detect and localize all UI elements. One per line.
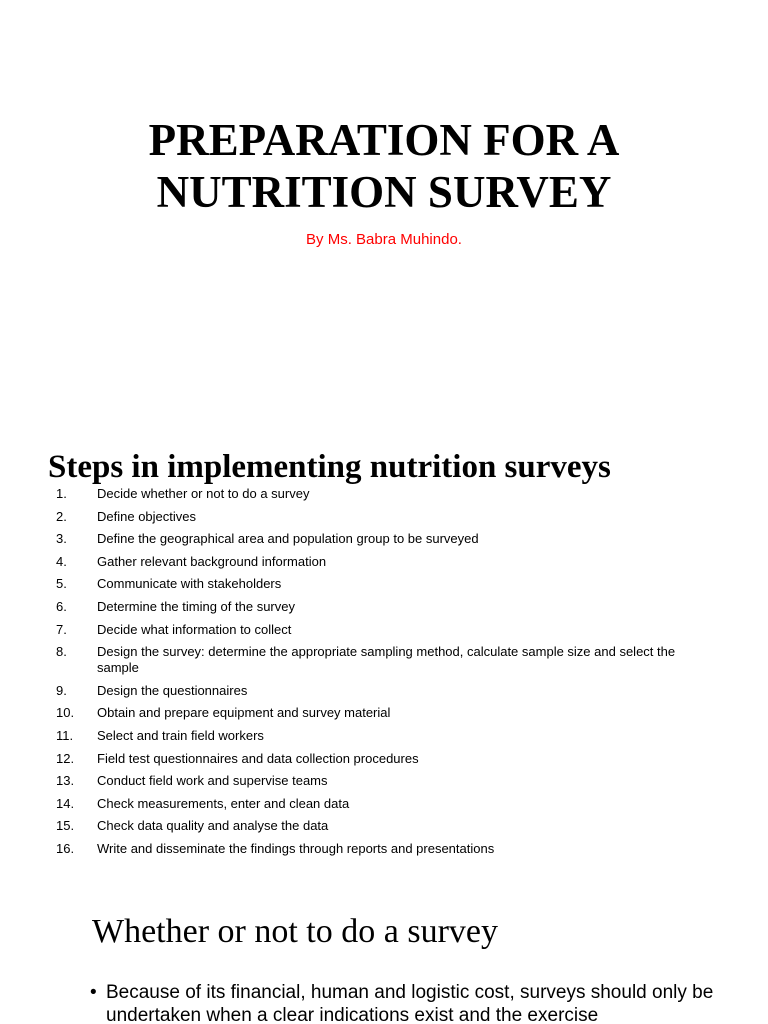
list-item [56,486,716,502]
list-item [56,554,716,570]
step-number: 2. [56,508,67,524]
step-number: 6. [56,598,67,614]
step-number: 3. [56,531,67,547]
step-number: 14. [56,795,75,811]
title-line-2: NUTRITION SURVEY [156,167,612,217]
step-text: Check data quality and analyse the data [97,818,329,834]
list-item [56,773,716,789]
list-item [90,981,730,1024]
author-subtitle: By Ms. Babra Muhindo. [306,231,462,248]
list-item [56,599,716,615]
step-text: Write and disseminate the findings through reports and presentations [97,840,495,856]
step-number: 7. [56,621,67,637]
bullet-list [90,981,730,1024]
step-text: Communicate with stakeholders [97,576,282,592]
list-item [56,841,716,857]
step-number: 4. [56,553,67,569]
step-text: Gather relevant background information [97,553,327,569]
steps-heading: Steps in implementing nutrition surveys [48,449,611,485]
step-number: 9. [56,682,67,698]
list-item [56,644,716,676]
list-item [56,705,716,721]
bullet-icon: • [90,982,97,1003]
list-item [56,622,716,638]
step-text: Check measurements, enter and clean data [97,795,350,811]
list-item [56,531,716,547]
section-heading: Whether or not to do a survey [92,913,498,950]
step-text: Design the questionnaires [97,682,248,698]
list-item [56,796,716,812]
step-number: 11. [56,727,74,743]
step-number: 8. [56,644,67,660]
steps-list [56,486,716,864]
list-item [56,728,716,744]
step-text: Design the survey: determine the appropriate sampling method, calculate sample size and select the sample [97,644,676,676]
step-text: Obtain and prepare equipment and survey material [97,705,391,721]
list-item [56,683,716,699]
step-text: Define objectives [97,508,196,524]
list-item [56,576,716,592]
list-item [56,751,716,767]
step-text: Determine the timing of the survey [97,598,295,614]
step-number: 16. [56,840,75,856]
step-text: Field test questionnaires and data collection procedures [97,750,419,766]
title-line-1: PREPARATION FOR A [148,115,620,165]
step-text: Decide what information to collect [97,621,292,637]
list-item [56,818,716,834]
step-number: 15. [56,818,75,834]
step-number: 12. [56,750,75,766]
presentation-title [0,114,768,218]
step-number: 1. [56,486,67,501]
step-number: 13. [56,773,75,789]
steps-slide [0,430,768,870]
step-text: Conduct field work and supervise teams [97,773,328,789]
whether-survey-slide [0,880,768,1024]
step-number: 5. [56,576,67,592]
title-slide [0,0,768,430]
list-item [56,509,716,525]
step-number: 10. [56,705,75,721]
bullet-text: Because of its financial, human and logistic cost, surveys should only be undertaken when a clear indications exist and the exercise [106,982,714,1024]
step-text: Select and train field workers [97,727,264,743]
step-text: Define the geographical area and population group to be surveyed [97,531,479,547]
step-text: Decide whether or not to do a survey [97,486,310,501]
